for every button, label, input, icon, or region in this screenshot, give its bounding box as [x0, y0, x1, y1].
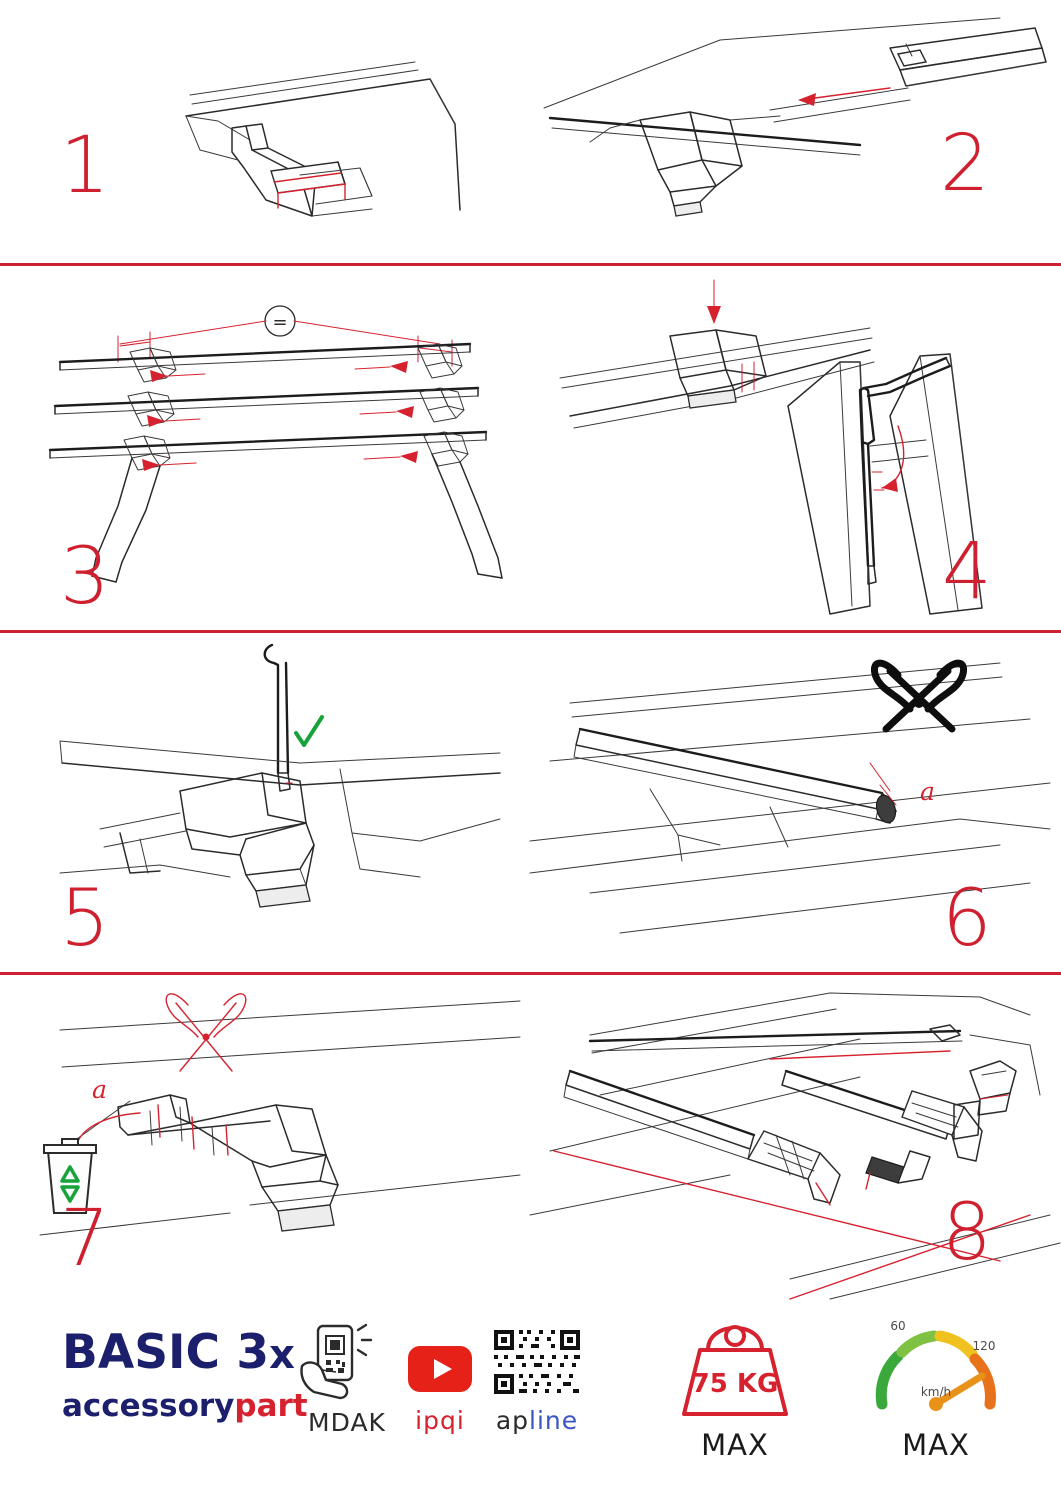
- step-panel-1: [0, 0, 530, 263]
- qr-code-icon[interactable]: [478, 1324, 596, 1400]
- max-speed-label: MAX: [902, 1428, 970, 1462]
- logo-mdak-caption: [292, 1408, 402, 1437]
- max-load-label: MAX: [701, 1428, 769, 1462]
- logo-apline: [478, 1324, 596, 1435]
- apline-caption-part2: line: [529, 1406, 579, 1435]
- scissors-icon: [874, 663, 963, 729]
- product-name-main: BASIC 3: [62, 1325, 270, 1380]
- max-speed-block: [856, 1308, 1016, 1462]
- svg-text:=: =: [272, 312, 288, 333]
- youtube-play-icon[interactable]: [394, 1338, 486, 1400]
- apline-caption-part1: ap: [495, 1406, 530, 1435]
- brand-name-part1: accessory: [62, 1388, 235, 1424]
- step-panel-3: [0, 266, 530, 630]
- step-panel-2: [530, 0, 1061, 263]
- callout-label-a-step7: a: [92, 1075, 107, 1104]
- step-number-3: 3: [60, 532, 109, 622]
- brand-block: [62, 1325, 308, 1424]
- speed-tick-low: 60: [890, 1319, 906, 1333]
- max-load-block: [650, 1314, 820, 1462]
- speedometer-icon: [856, 1308, 1016, 1424]
- logo-ipqi: [394, 1338, 486, 1435]
- mdak-caption-main: MD: [308, 1408, 351, 1437]
- logo-apline-caption: [478, 1406, 596, 1435]
- logo-mdak: [292, 1322, 402, 1437]
- speed-unit: km/h: [920, 1385, 952, 1399]
- step-number-5: 5: [60, 874, 109, 964]
- mdak-caption-end: K: [368, 1408, 386, 1437]
- product-name-suffix: x: [269, 1332, 295, 1378]
- footer: [0, 1300, 1061, 1500]
- step-panel-4: [530, 266, 1061, 630]
- callout-label-a-step6: a: [920, 777, 935, 806]
- brand-name-part2: part: [234, 1388, 308, 1424]
- step-number-1: 1: [60, 121, 109, 211]
- max-load-value: 75 KG: [691, 1369, 779, 1399]
- speed-tick-high: 120: [972, 1339, 996, 1353]
- step-panel-8: [530, 975, 1061, 1300]
- logo-ipqi-caption: ipqi: [415, 1406, 465, 1435]
- mdak-caption-accent: A: [350, 1408, 369, 1437]
- step-panel-5: [0, 633, 530, 972]
- hand-holding-phone-qr-icon: [292, 1322, 402, 1402]
- weight-icon: [650, 1314, 820, 1424]
- step-panel-7: [0, 975, 530, 1300]
- step-number-7: 7: [60, 1194, 109, 1284]
- product-name: [62, 1325, 308, 1380]
- step-number-4: 4: [942, 527, 991, 617]
- step-number-6: 6: [942, 874, 991, 964]
- step-panel-6: [530, 633, 1061, 972]
- step-number-2: 2: [940, 119, 989, 209]
- brand-name: [62, 1388, 308, 1424]
- step-number-8: 8: [942, 1188, 991, 1278]
